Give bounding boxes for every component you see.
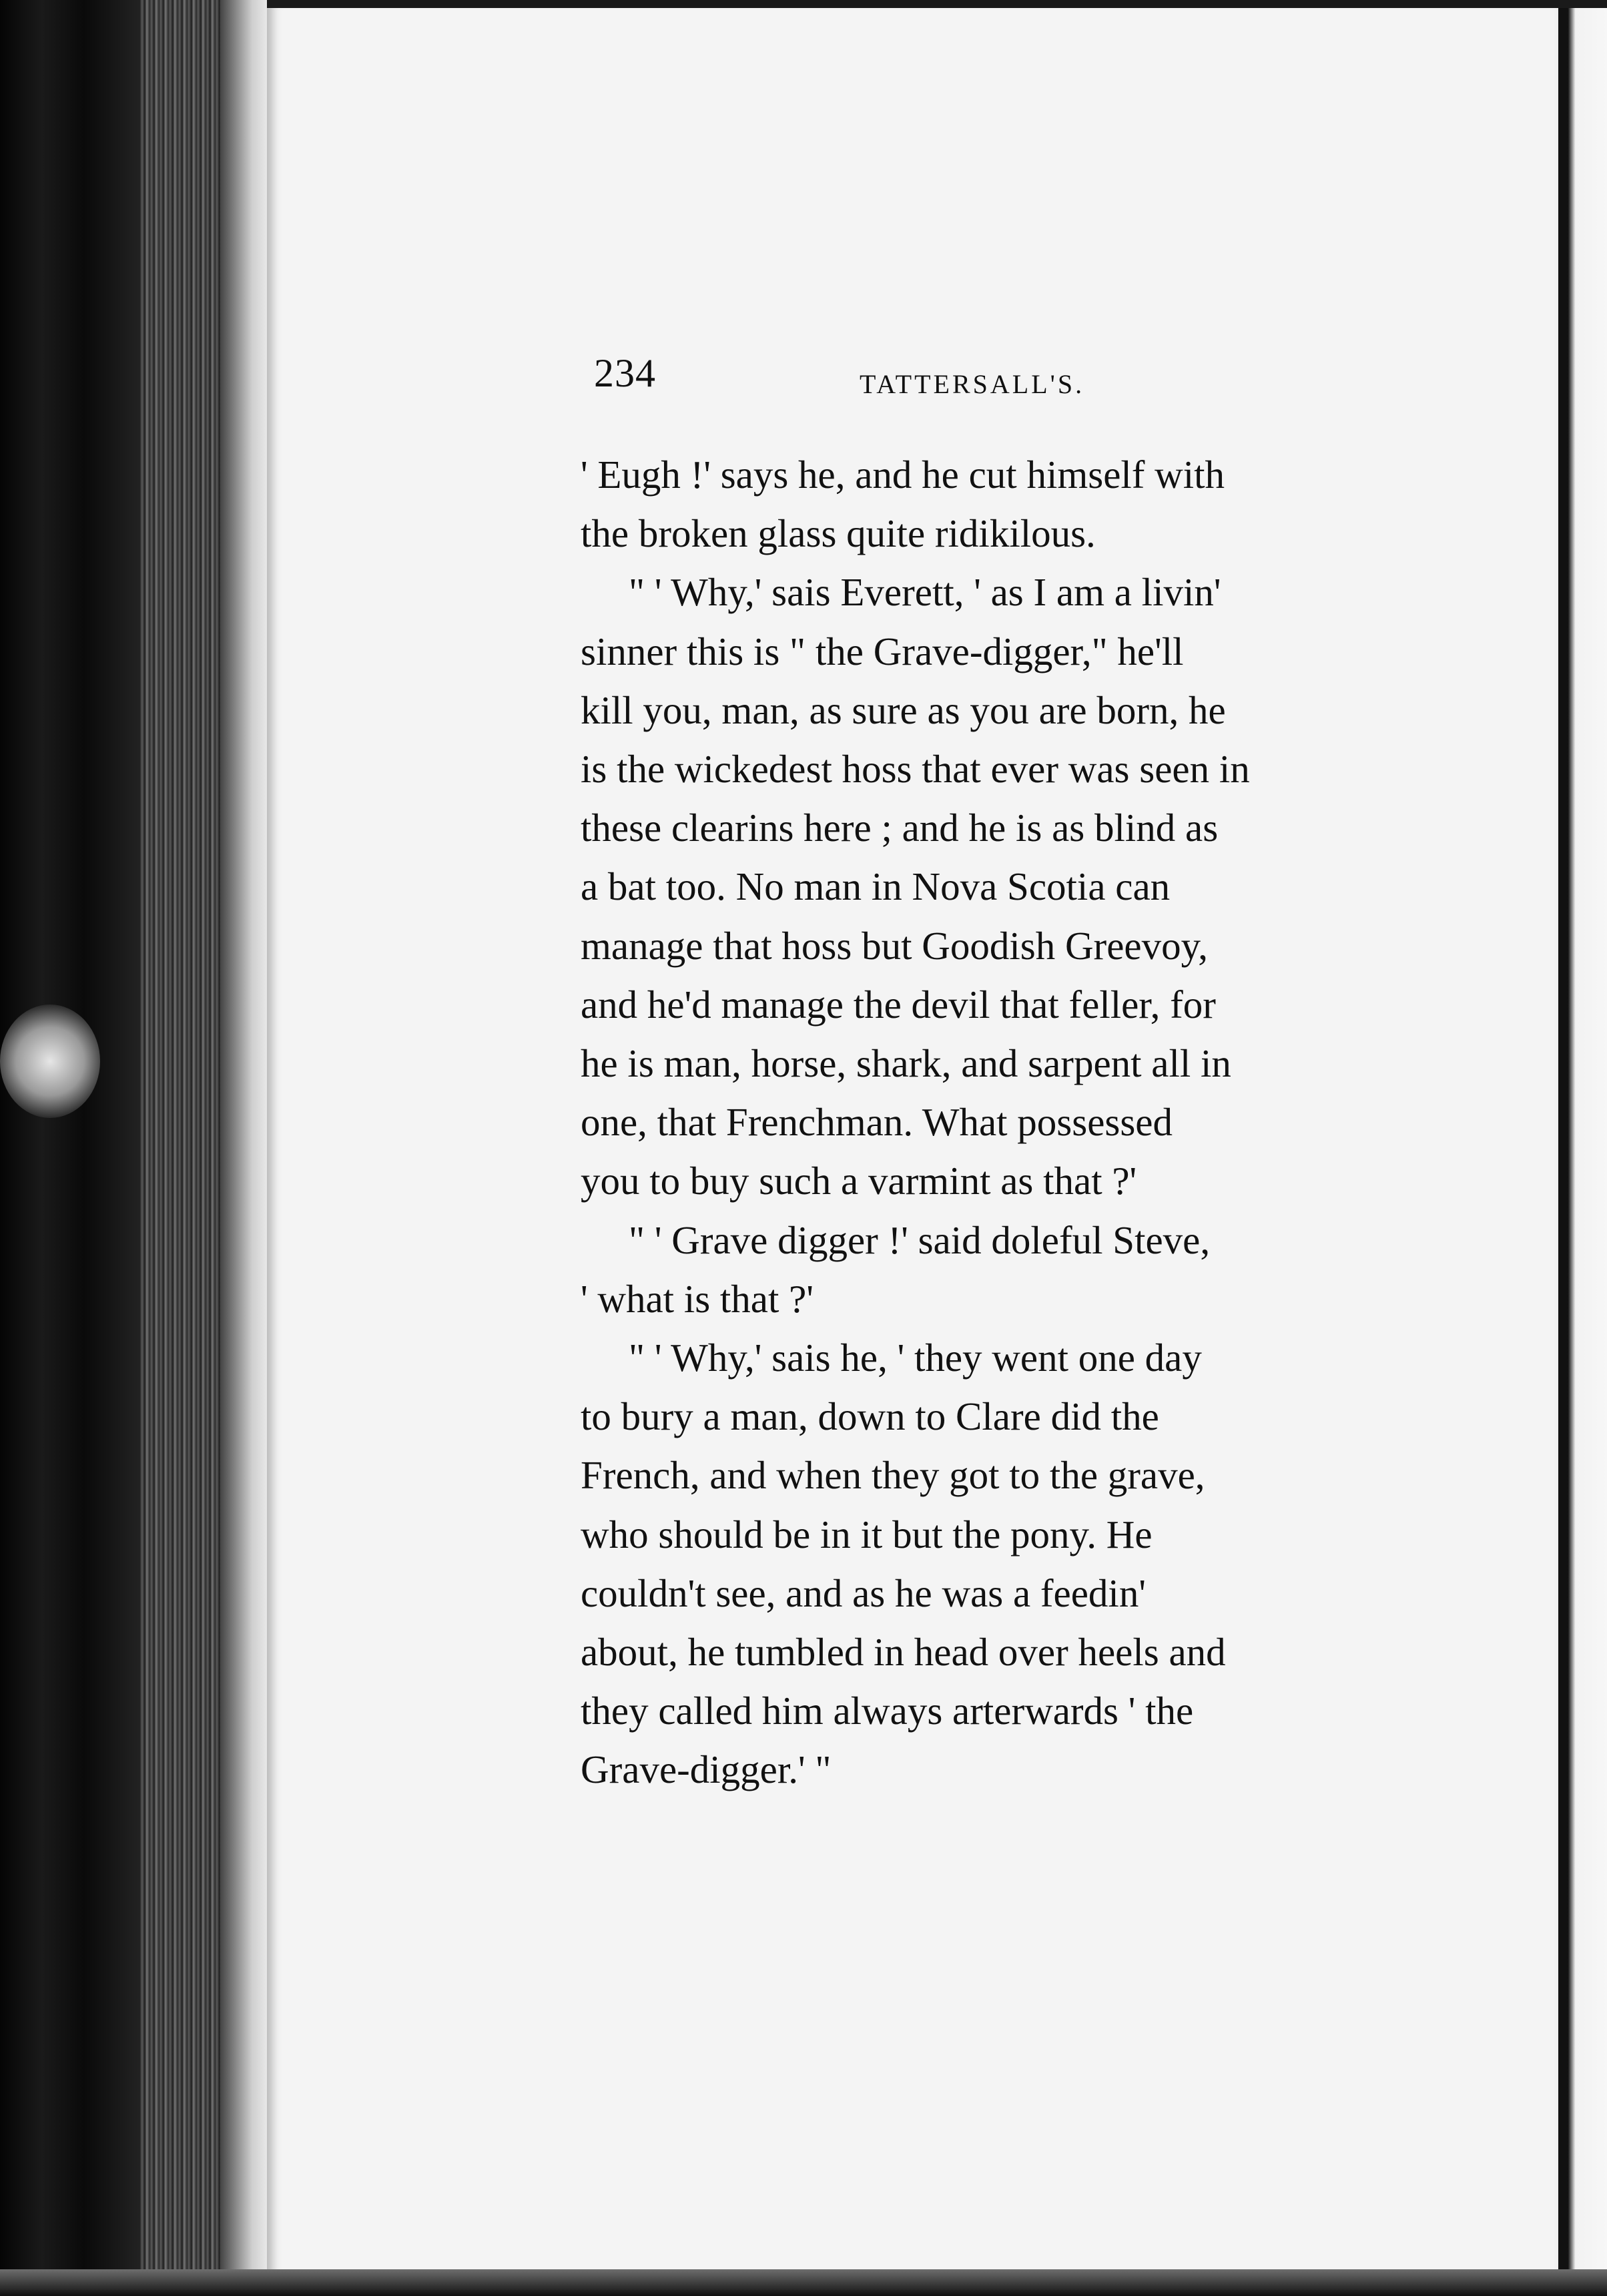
text-line: these clearins here ; and he is as blind as [581, 806, 1219, 850]
right-page-edge [1558, 0, 1607, 2296]
text-line: sinner this is " the Grave-digger," he'll [581, 629, 1184, 673]
page-text-block [581, 344, 1381, 1799]
text-line: ' what is that ?' [581, 1276, 814, 1321]
text-line: one, that Frenchman. What possessed [581, 1100, 1173, 1145]
text-line: the broken glass quite ridikilous. [581, 511, 1096, 556]
text-line: about, he tumbled in head over heels and [581, 1630, 1226, 1675]
text-line: " ' Why,' sais he, ' they went one day [629, 1336, 1202, 1380]
text-line: is the wickedest hoss that ever was seen in [581, 747, 1250, 792]
text-line: they called him always arterwards ' the [581, 1689, 1194, 1733]
text-line: manage that hoss but Goodish Greevoy, [581, 923, 1208, 968]
text-line: who should be in it but the pony. He [581, 1512, 1153, 1556]
text-line: a bat too. No man in Nova Scotia can [581, 864, 1171, 909]
text-line: " ' Grave digger !' said doleful Steve, [629, 1217, 1211, 1262]
page-gutter-shadow [220, 0, 274, 2296]
running-head [581, 344, 1381, 404]
text-line: kill you, man, as sure as you are born, he [581, 687, 1226, 732]
text-line: French, and when they got to the grave, [581, 1453, 1205, 1498]
running-head-title: TATTERSALL'S. [860, 369, 1085, 399]
text-line: Grave-digger.' " [581, 1747, 832, 1792]
text-line: " ' Why,' sais Everett, ' as I am a livin' [629, 570, 1221, 615]
scan-blemish [0, 1005, 100, 1118]
book-spine [0, 0, 140, 2296]
text-line: he is man, horse, shark, and sarpent all in [581, 1041, 1231, 1086]
text-line: ' Eugh !' says he, and he cut himself with [581, 453, 1225, 497]
text-line: to bury a man, down to Clare did the [581, 1394, 1159, 1439]
page-number: 234 [594, 351, 656, 395]
text-line: you to buy such a varmint as that ?' [581, 1159, 1137, 1203]
text-line: and he'd manage the devil that feller, for [581, 982, 1216, 1027]
top-scan-edge [267, 0, 1607, 8]
bottom-scan-edge [0, 2269, 1607, 2296]
text-line: couldn't see, and as he was a feedin' [581, 1570, 1146, 1615]
